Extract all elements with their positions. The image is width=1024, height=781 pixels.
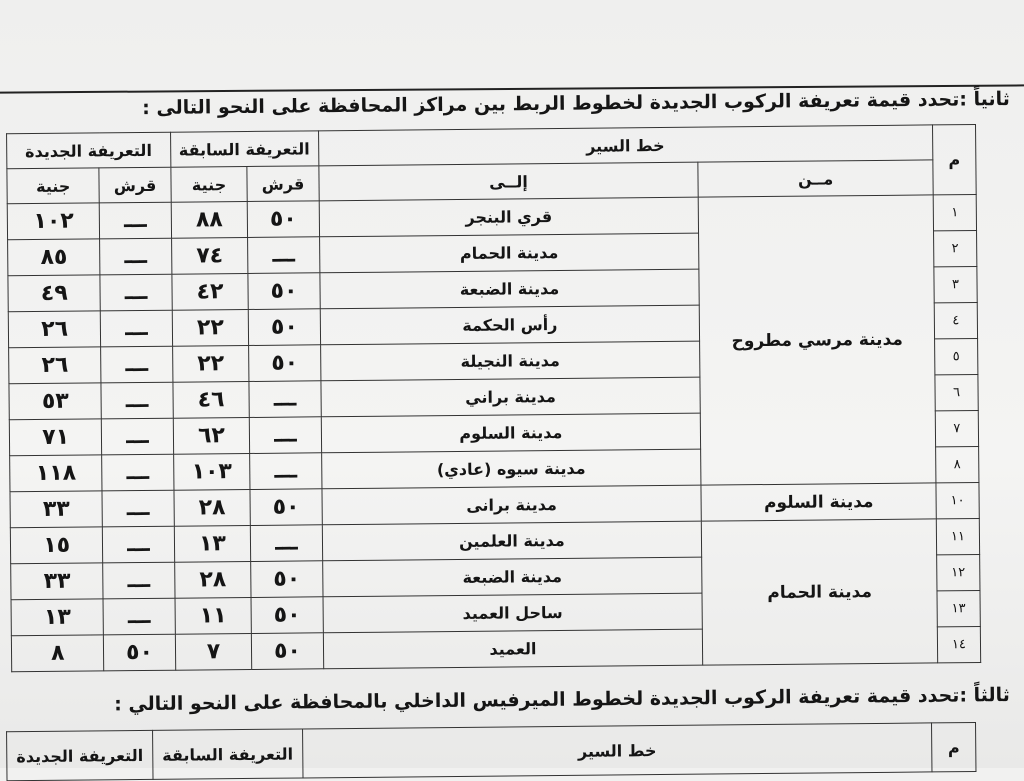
old-piaster: ـــ <box>249 381 320 418</box>
new-pound: ٤٩ <box>8 275 101 312</box>
row-index: ٧ <box>935 410 978 446</box>
destination: مدينة السلوم <box>321 413 701 453</box>
old-pound: ٢٢ <box>172 309 249 346</box>
destination: رأس الحكمة <box>320 305 700 345</box>
old-pound: ٢٨ <box>174 489 251 526</box>
old-pound: ٤٢ <box>171 273 248 310</box>
row-index: ١١ <box>936 518 979 554</box>
destination: مدينة الضبعة <box>319 269 699 309</box>
header-new-pound: جنية <box>7 168 100 204</box>
old-piaster: ٥٠ <box>249 345 320 382</box>
origin-marsa-matrouh: مدينة مرسي مطروح <box>699 195 936 485</box>
row-index: ٨ <box>936 446 979 482</box>
row-index: ٤ <box>934 302 977 338</box>
origin-hammam: مدينة الحمام <box>702 519 938 665</box>
old-piaster: ٥٠ <box>249 309 320 346</box>
new-pound: ١٠٢ <box>7 203 100 240</box>
new-pound: ١١٨ <box>10 455 103 492</box>
old-pound: ٨٨ <box>171 201 248 238</box>
row-index: ٦ <box>935 374 978 410</box>
header-new-fare: التعريفة الجديدة <box>7 730 153 780</box>
row-index: ١٣ <box>937 590 980 626</box>
new-piaster: ـــ <box>100 202 171 239</box>
old-pound: ٧ <box>175 633 252 670</box>
new-piaster: ٥٠ <box>104 634 175 671</box>
new-piaster: ـــ <box>102 454 173 491</box>
new-piaster: ـــ <box>101 346 172 383</box>
header-new-piaster: قرش <box>99 167 170 203</box>
destination: مدينة النجيلة <box>320 341 700 381</box>
old-pound: ٢٨ <box>174 561 251 598</box>
row-index: ٥ <box>934 338 977 374</box>
header-to: إلــى <box>318 162 698 201</box>
fare-table <box>6 124 981 672</box>
old-piaster: ـــ <box>248 237 319 274</box>
header-index: م <box>932 125 976 195</box>
new-piaster: ـــ <box>100 274 171 311</box>
new-piaster: ـــ <box>103 598 174 635</box>
new-pound: ١٣ <box>11 599 104 636</box>
old-piaster: ٥٠ <box>252 633 323 670</box>
new-piaster: ـــ <box>102 418 173 455</box>
row-index: ٣ <box>934 266 977 302</box>
header-old-fare: التعريفة السابقة <box>170 131 318 167</box>
new-piaster: ـــ <box>103 526 174 563</box>
old-pound: ٢٢ <box>172 345 249 382</box>
old-piaster: ٥٠ <box>248 273 319 310</box>
destination: مدينة برانى <box>322 485 702 525</box>
old-piaster: ٥٠ <box>250 489 321 526</box>
row-index: ٢ <box>933 230 976 266</box>
destination: مدينة الحمام <box>319 233 699 273</box>
new-piaster: ـــ <box>101 382 172 419</box>
row-index: ١٤ <box>937 626 980 662</box>
old-piaster: ٥٠ <box>251 597 322 634</box>
new-piaster: ـــ <box>102 490 173 527</box>
new-piaster: ـــ <box>103 562 174 599</box>
destination: مدينة الضبعة <box>322 557 702 597</box>
old-piaster: ٥٠ <box>251 561 322 598</box>
section-three-heading: ثالثاً :تحدد قيمة تعريفة الركوب الجديدة لخطوط الميرفيس الداخلي بالمحافظة على النحو التالي : <box>114 684 1011 716</box>
destination: العميد <box>323 629 703 669</box>
old-piaster: ـــ <box>251 525 322 562</box>
row-index: ١٢ <box>937 554 980 590</box>
origin-salloum: مدينة السلوم <box>701 483 936 521</box>
new-pound: ٣٣ <box>11 563 104 600</box>
old-pound: ٧٤ <box>171 237 248 274</box>
header-old-fare: التعريفة السابقة <box>152 729 302 779</box>
new-pound: ٢٦ <box>8 311 101 348</box>
old-pound: ١٣ <box>174 525 251 562</box>
destination: مدينة العلمين <box>322 521 702 561</box>
destination: مدينة سيوه (عادي) <box>321 449 701 489</box>
old-pound: ٦٢ <box>173 417 250 454</box>
old-pound: ١١ <box>175 597 252 634</box>
header-index: م <box>932 723 976 772</box>
microbus-fare-table <box>6 722 976 781</box>
new-pound: ٨ <box>11 635 104 672</box>
old-pound: ١٠٣ <box>173 453 250 490</box>
new-pound: ١٥ <box>10 527 103 564</box>
old-pound: ٤٦ <box>172 381 249 418</box>
header-old-piaster: قرش <box>247 166 318 202</box>
header-new-fare: التعريفة الجديدة <box>7 132 171 169</box>
old-piaster: ٥٠ <box>248 201 319 238</box>
header-route: خط السير <box>302 723 932 778</box>
new-pound: ٧١ <box>9 419 102 456</box>
row-index: ١٠ <box>936 482 979 518</box>
destination: قري البنجر <box>319 197 699 237</box>
new-piaster: ـــ <box>101 310 172 347</box>
header-route: خط السير <box>318 125 933 166</box>
new-pound: ٨٥ <box>8 239 101 276</box>
destination: ساحل العميد <box>323 593 703 633</box>
new-pound: ٥٣ <box>9 383 102 420</box>
new-pound: ٢٦ <box>9 347 102 384</box>
header-old-pound: جنية <box>170 166 247 202</box>
new-pound: ٣٣ <box>10 491 103 528</box>
new-piaster: ـــ <box>100 238 171 275</box>
row-index: ١ <box>933 195 976 231</box>
old-piaster: ـــ <box>250 417 321 454</box>
old-piaster: ـــ <box>250 453 321 490</box>
destination: مدينة براني <box>320 377 700 417</box>
section-two-heading: ثانياً :تحدد قيمة تعريفة الركوب الجديدة لخطوط الربط بين مراكز المحافظة على النحو التالى : <box>142 88 1011 120</box>
header-from: مــن <box>698 160 933 197</box>
